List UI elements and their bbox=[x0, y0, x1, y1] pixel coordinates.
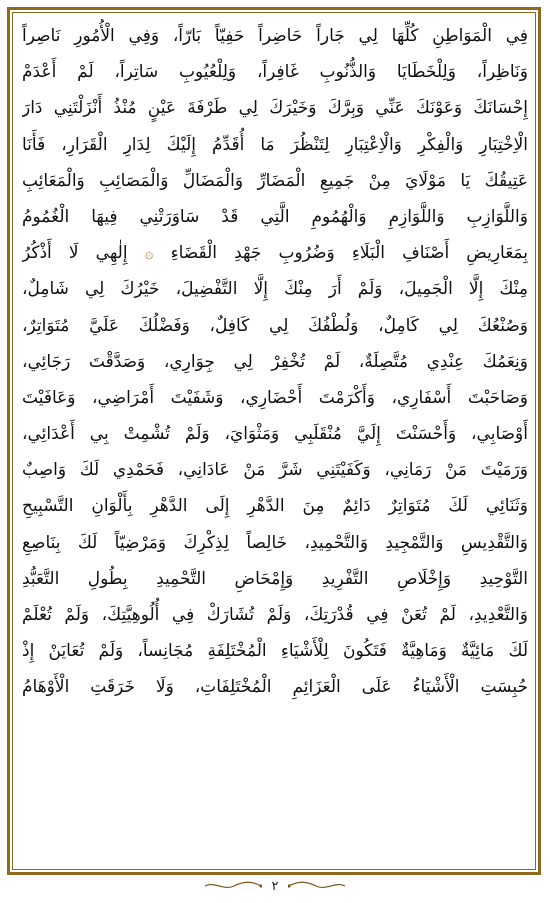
page-footer bbox=[0, 876, 550, 896]
prayer-text-body bbox=[22, 18, 528, 706]
text-line-1: فِي الْمَوَاطِنِ كُلِّهَا لِي جَاراً حَاضِراً حَفِيّاً بَارّاً، وَفِي الْأُمُورِ نَاصِراً bbox=[22, 26, 528, 46]
text-segment-7a: بِمَعَارِيضِ أَصْنَافِ الْبَلَاءِ وَضُرُوبِ جَهْدِ الْقَضَاءِ bbox=[170, 243, 528, 264]
text-line-8: مِنْكَ إِلَّا الْجَمِيلَ، وَلَمْ أَرَ مِنْكَ إِلَّا التَّفْضِيلَ، خَيْرُكَ لِي شَامِلٌ، bbox=[22, 279, 528, 300]
flourish-left-icon bbox=[288, 880, 346, 892]
text-line-19: حُبِسَتِ الْأَشْيَاءُ عَلَى الْعَزَائِمِ الْمُخْتَلِفَاتِ، وَلَا خَرَقَتِ الْأَوْهَامُ bbox=[22, 677, 528, 698]
page-number-group bbox=[204, 879, 347, 894]
text-line-10: وَنِعَمُكَ عِنْدِي مُتَّصِلَةٌ، لَمْ تُخْفِرْ لِي جِوَارِي، وَصَدَّقْتَ رَجَائِي، bbox=[22, 351, 528, 372]
text-line-5: عَتِيقُكَ يَا مَوْلَايَ مِنْ جَمِيعِ الْمَضَارِّ وَالْمَضَالِّ وَالْمَصَائِبِ وَالْمَعَائِبِ bbox=[22, 170, 528, 191]
text-line-6: وَاللَّوَازِبِ وَاللَّوَازِمِ وَالْهُمُومِ الَّتِي قَدْ سَاوَرَتْنِي فِيهَا الْغُمُومُ bbox=[22, 206, 528, 227]
text-line-12: أَوْصَابِي، وَأَحْسَنْتَ إِلَيَّ مُنْقَلَبِي وَمَثْوَايَ، وَلَمْ تُشْمِتْ بِي أَعْدَائِي، bbox=[22, 424, 528, 445]
text-line-13: وَرَمَيْتَ مَنْ رَمَانِي، وَكَفَيْتَنِي شَرَّ مَنْ عَادَانِي، فَحَمْدِي لَكَ وَاصِبٌ bbox=[22, 460, 528, 481]
text-line-2: وَنَاظِراً، وَلِلْخَطَايَا وَالذُّنُوبِ غَافِراً، وَلِلْعُيُوبِ سَاتِراً، لَمْ أَعْدَمْ bbox=[22, 62, 528, 83]
text-line-9: وَصُنْعُكَ لِي كَامِلٌ، وَلُطْفُكَ لِي كَافِلٌ، وَفَضْلُكَ عَلَيَّ مُتَوَاتِرٌ، bbox=[22, 315, 528, 336]
text-line-7 bbox=[22, 235, 528, 271]
text-segment-7b: إِلٰهِي لَا أَذْكُرُ bbox=[22, 243, 128, 264]
text-line-3: إِحْسَانَكَ وَعَوْنَكَ عَنِّي وَبِرَّكَ وَخَيْرَكَ لِي طَرْفَةَ عَيْنٍ مُنْذُ أَنْزَلْتَنِي دَارَ bbox=[22, 98, 528, 119]
text-line-15: وَالتَّقْدِيسِ وَالتَّمْجِيدِ وَالتَّحْمِيدِ، خَالِصاً لِذِكْرِكَ وَمَرْضِيّاً لَكَ بِنَاصِعِ bbox=[22, 532, 528, 553]
section-ornament-icon: ۞ bbox=[144, 244, 154, 263]
text-line-18: لَكَ مَائِيَّةٌ وَمَاهِيَّةٌ فَتَكُونَ لِلْأَشْيَاءِ الْمُخْتَلِفَةِ مُجَانِساً، وَلَمْ تُعَايَنْ إِذْ bbox=[22, 641, 528, 662]
text-line-17: وَالتَّعْدِيدِ، لَمْ تُعَنْ فِي قُدْرَتِكَ، وَلَمْ تُشَارَكْ فِي أُلُوهِيَّتِكَ، وَلَمْ تُعْلَمْ bbox=[22, 605, 528, 625]
flourish-right-icon bbox=[204, 880, 262, 892]
text-line-16: التَّوْحِيدِ وَإِخْلَاصِ التَّفْرِيدِ وَإِمْحَاضِ التَّحْمِيدِ بِطُولِ التَّعَبُّدِ bbox=[22, 568, 528, 589]
text-line-14: وَثَنَائِي لَكَ مُتَوَاتِرٌ دَائِمٌ مِنَ الدَّهْرِ إِلَى الدَّهْرِ بِأَلْوَانِ التَّسْبِيحِ bbox=[22, 496, 528, 517]
text-line-11: وَصَاحَبْتَ أَسْفَارِي، وَأَكْرَمْتَ أَحْضَارِي، وَشَفَيْتَ أَمْرَاضِي، وَعَافَيْتَ bbox=[22, 387, 528, 408]
page-number: ٢ bbox=[271, 878, 279, 894]
text-line-4: الْاِخْتِبَارِ وَالْفِكْرِ وَالْاِعْتِبَارِ لِتَنْظُرَ مَا أُقَدِّمُ إِلَيْكَ لِدَارِ الْقَرَارِ، فَأَنَا bbox=[22, 134, 528, 155]
